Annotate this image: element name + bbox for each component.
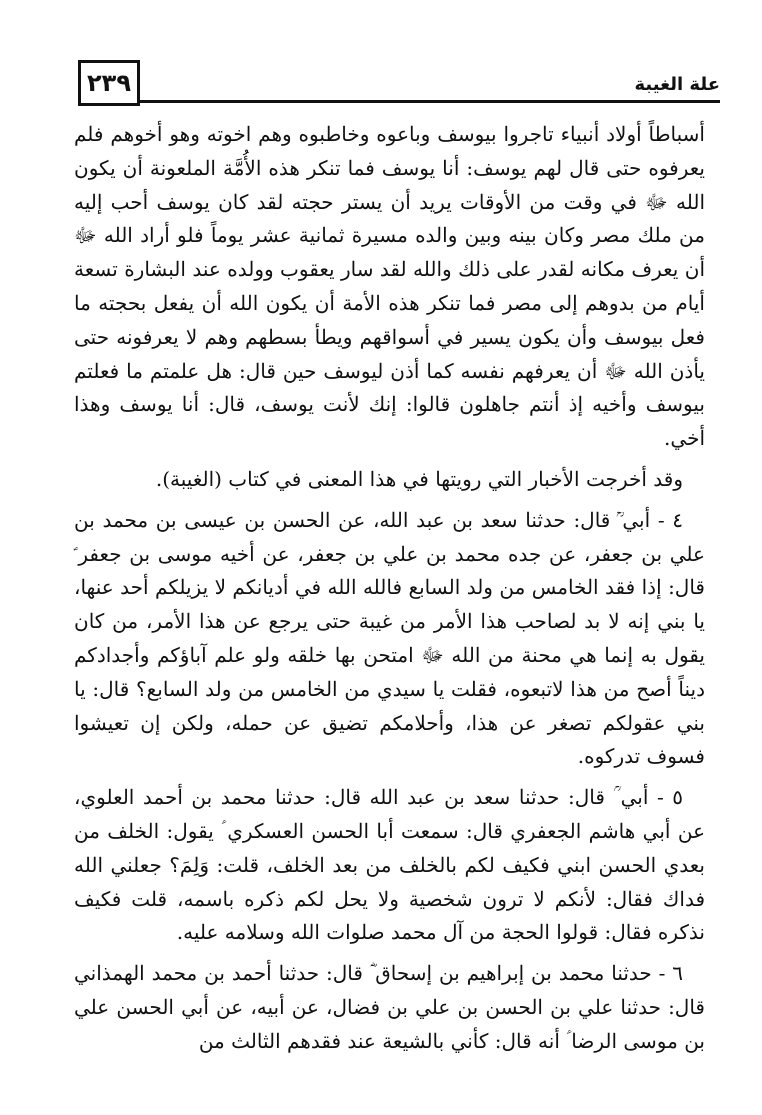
- hadith-4: ٤ - أبي ؒ قال: حدثنا سعد بن عبد الله، عن الحسن بن عيسى بن محمد بن علي بن جعفر، عن جده محمد بن علي بن جعفر، عن أخيه موسى بن جعفر ؑ قال: إذا فقد الخامس من ولد السابع فالله الله في أديانكم لا يزيلكم أحد عنها، يا بني إنه لا بد لصاحب هذا الأمر من غيبة حتى يرجع عن هذا الأمر، من كان يقول به إنما هي محنة من الله ﷻ امتحن بها خلقه ولو علم آباؤكم وأجدادكم ديناً أصح من هذا لاتبعوه، فقلت يا سيدي من الخامس من ولد السابع؟ قال: يا بني عقولكم تصغر عن هذا، وأحلامكم تضيق عن حمله، ولكن إن تعيشوا فسوف تدركوه.: [74, 507, 705, 769]
- hadith-5: ٥ - أبي ؒ قال: حدثنا سعد بن عبد الله قال: حدثنا محمد بن أحمد العلوي، عن أبي هاشم الجعفري قال: سمعت أبا الحسن العسكري ؑ يقول: الخلف من بعدي الحسن ابني فكيف لكم بالخلف من بعد الخلف، قلت: وَلِمَ؟ جعلني الله فداك فقال: لأنكم لا ترون شخصية ولا يحل لكم ذكره باسمه، قلت فكيف نذكره فقال: قولوا الحجة من آل محمد صلوات الله وسلامه عليه.: [74, 785, 705, 945]
- paragraph-2: وقد أخرجت الأخبار التي رويتها في هذا المعنى في كتاب (الغيبة).: [155, 466, 683, 491]
- page-header: [78, 60, 720, 112]
- page-body: [74, 118, 705, 1066]
- header-rule: [140, 100, 720, 103]
- running-title: علة الغيبة: [634, 74, 720, 95]
- hadith-6: ٦ - حدثنا محمد بن إبراهيم بن إسحاق ؓ قال: حدثنا أحمد بن محمد الهمذاني قال: حدثنا علي بن الحسن بن علي بن فضال، عن أبيه، عن أبي الحسن علي بن موسى الرضا ؑ أنه قال: كأني بالشيعة عند فقدهم الثالث من: [74, 961, 705, 1053]
- page-number: ٢٣٩: [78, 60, 140, 106]
- paragraph-1: أسباطاً أولاد أنبياء تاجروا بيوسف وباعوه وخاطبوه وهم اخوته وهو أخوهم فلم يعرفوه حتى قال لهم يوسف: أنا يوسف فما تنكر هذه الأُمَّة الملعونة أن يكون الله ﷻ في وقت من الأوقات يريد أن يستر حجته لقد كان يوسف أحب إليه من ملك مصر وكان بينه وبين والده مسيرة ثمانية عشر يوماً فلو أراد الله ﷻ أن يعرف مكانه لقدر على ذلك والله لقد سار يعقوب وولده عند البشارة تسعة أيام من بدوهم إلى مصر فما تنكر هذه الأمة أن يكون الله أن يفعل بحجته ما فعل بيوسف وأن يكون يسير في أسواقهم ويطأ بسطهم وهم لا يعرفونه حتى يأذن الله ﷻ أن يعرفهم نفسه كما أذن ليوسف حين قال: هل علمتم ما فعلتم بيوسف وأخيه إذ أنتم جاهلون قالوا: إنك لأنت يوسف، قال: أنا يوسف وهذا أخي.: [74, 122, 705, 451]
